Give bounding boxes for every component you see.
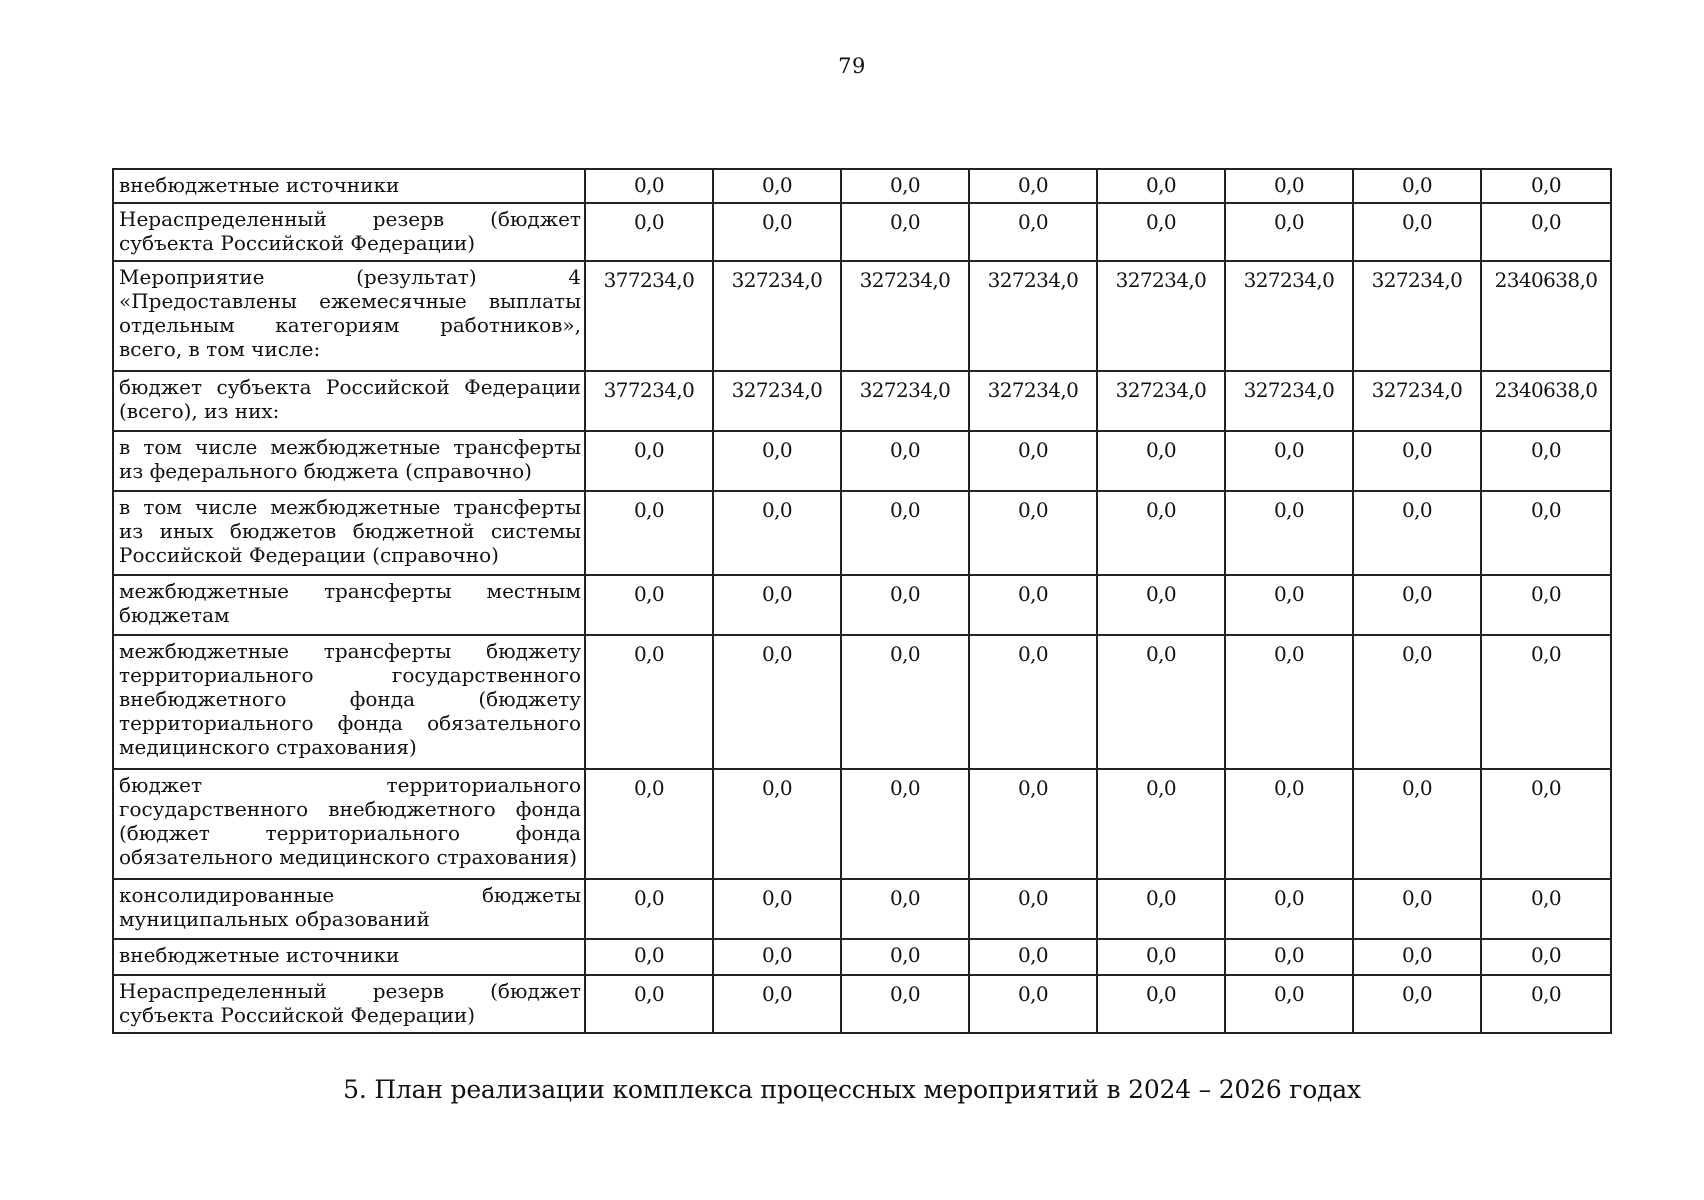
table-row bbox=[113, 975, 1611, 1033]
cell-value: 0,0 bbox=[1097, 635, 1225, 769]
cell-value: 0,0 bbox=[1225, 975, 1353, 1033]
cell-value: 0,0 bbox=[1353, 203, 1481, 261]
cell-value: 0,0 bbox=[1353, 575, 1481, 635]
cell-total: 0,0 bbox=[1481, 169, 1611, 203]
cell-value: 327234,0 bbox=[1097, 371, 1225, 431]
budget-table bbox=[112, 168, 1612, 1034]
cell-value: 0,0 bbox=[841, 203, 969, 261]
cell-value: 0,0 bbox=[1225, 203, 1353, 261]
cell-value: 377234,0 bbox=[585, 261, 713, 371]
cell-value: 0,0 bbox=[1097, 431, 1225, 491]
cell-value: 0,0 bbox=[841, 939, 969, 975]
cell-value: 0,0 bbox=[1353, 491, 1481, 575]
cell-total: 0,0 bbox=[1481, 635, 1611, 769]
cell-value: 0,0 bbox=[969, 203, 1097, 261]
row-label: Нераспределенный резерв (бюджет субъекта Российской Федерации) bbox=[113, 975, 585, 1033]
cell-value: 0,0 bbox=[1225, 879, 1353, 939]
cell-value: 0,0 bbox=[841, 635, 969, 769]
cell-total: 2340638,0 bbox=[1481, 261, 1611, 371]
cell-value: 0,0 bbox=[585, 169, 713, 203]
cell-value: 0,0 bbox=[1097, 203, 1225, 261]
cell-value: 0,0 bbox=[713, 939, 841, 975]
cell-value: 0,0 bbox=[1353, 939, 1481, 975]
cell-value: 0,0 bbox=[713, 635, 841, 769]
cell-total: 0,0 bbox=[1481, 879, 1611, 939]
table-row bbox=[113, 575, 1611, 635]
cell-value: 0,0 bbox=[585, 975, 713, 1033]
cell-value: 327234,0 bbox=[1353, 261, 1481, 371]
cell-value: 327234,0 bbox=[1225, 371, 1353, 431]
cell-value: 0,0 bbox=[969, 939, 1097, 975]
cell-value: 0,0 bbox=[585, 203, 713, 261]
table-row bbox=[113, 491, 1611, 575]
row-label: Нераспределенный резерв (бюджет субъекта Российской Федерации) bbox=[113, 203, 585, 261]
cell-value: 0,0 bbox=[1353, 769, 1481, 879]
cell-value: 0,0 bbox=[1225, 169, 1353, 203]
cell-value: 0,0 bbox=[713, 203, 841, 261]
row-label: Мероприятие (результат) 4 «Предоставлены ежемесячные выплаты отдельным категориям работников», всего, в том числе: bbox=[113, 261, 585, 371]
cell-value: 0,0 bbox=[713, 975, 841, 1033]
cell-value: 0,0 bbox=[713, 491, 841, 575]
cell-total: 0,0 bbox=[1481, 491, 1611, 575]
cell-value: 0,0 bbox=[1225, 575, 1353, 635]
cell-value: 0,0 bbox=[969, 879, 1097, 939]
cell-value: 0,0 bbox=[585, 431, 713, 491]
cell-value: 327234,0 bbox=[969, 371, 1097, 431]
cell-value: 327234,0 bbox=[1225, 261, 1353, 371]
row-label: межбюджетные трансферты бюджету территориального государственного внебюджетного фонда (бюджету территориального фонда обязательного медицинского страхования) bbox=[113, 635, 585, 769]
cell-value: 327234,0 bbox=[841, 371, 969, 431]
cell-value: 0,0 bbox=[713, 769, 841, 879]
row-label: бюджет субъекта Российской Федерации (всего), из них: bbox=[113, 371, 585, 431]
cell-value: 0,0 bbox=[969, 635, 1097, 769]
cell-value: 0,0 bbox=[1353, 169, 1481, 203]
cell-value: 0,0 bbox=[1097, 575, 1225, 635]
cell-value: 0,0 bbox=[585, 575, 713, 635]
row-label: в том числе межбюджетные трансферты из иных бюджетов бюджетной системы Российской Федерации (справочно) bbox=[113, 491, 585, 575]
cell-value: 0,0 bbox=[713, 575, 841, 635]
cell-value: 0,0 bbox=[1353, 975, 1481, 1033]
cell-value: 0,0 bbox=[841, 575, 969, 635]
cell-value: 0,0 bbox=[1353, 635, 1481, 769]
cell-value: 0,0 bbox=[969, 431, 1097, 491]
cell-value: 0,0 bbox=[1225, 769, 1353, 879]
cell-value: 0,0 bbox=[969, 169, 1097, 203]
cell-value: 0,0 bbox=[1097, 169, 1225, 203]
cell-value: 0,0 bbox=[969, 575, 1097, 635]
cell-value: 0,0 bbox=[841, 491, 969, 575]
table-row bbox=[113, 939, 1611, 975]
cell-value: 0,0 bbox=[841, 975, 969, 1033]
cell-value: 0,0 bbox=[713, 169, 841, 203]
cell-value: 0,0 bbox=[1097, 975, 1225, 1033]
cell-value: 0,0 bbox=[1353, 431, 1481, 491]
cell-value: 0,0 bbox=[585, 769, 713, 879]
cell-value: 0,0 bbox=[1225, 491, 1353, 575]
row-label: внебюджетные источники bbox=[113, 169, 585, 203]
cell-value: 0,0 bbox=[585, 491, 713, 575]
row-label: консолидированные бюджеты муниципальных образований bbox=[113, 879, 585, 939]
cell-value: 0,0 bbox=[713, 431, 841, 491]
cell-total: 0,0 bbox=[1481, 203, 1611, 261]
cell-value: 0,0 bbox=[1097, 491, 1225, 575]
row-label: внебюджетные источники bbox=[113, 939, 585, 975]
cell-total: 0,0 bbox=[1481, 431, 1611, 491]
cell-value: 327234,0 bbox=[969, 261, 1097, 371]
cell-value: 0,0 bbox=[969, 769, 1097, 879]
cell-value: 327234,0 bbox=[713, 371, 841, 431]
cell-total: 0,0 bbox=[1481, 939, 1611, 975]
cell-value: 0,0 bbox=[969, 491, 1097, 575]
cell-total: 0,0 bbox=[1481, 975, 1611, 1033]
table-row bbox=[113, 431, 1611, 491]
cell-value: 0,0 bbox=[1097, 769, 1225, 879]
cell-value: 0,0 bbox=[969, 975, 1097, 1033]
page-number: 79 bbox=[838, 54, 866, 78]
cell-value: 0,0 bbox=[1225, 939, 1353, 975]
section-title: 5. План реализации комплекса процессных мероприятий в 2024 – 2026 годах bbox=[343, 1075, 1361, 1104]
cell-value: 327234,0 bbox=[1097, 261, 1225, 371]
cell-value: 0,0 bbox=[1353, 879, 1481, 939]
cell-value: 327234,0 bbox=[841, 261, 969, 371]
table-row bbox=[113, 203, 1611, 261]
cell-value: 327234,0 bbox=[713, 261, 841, 371]
table-row bbox=[113, 879, 1611, 939]
table-row bbox=[113, 371, 1611, 431]
cell-value: 0,0 bbox=[1097, 939, 1225, 975]
cell-value: 0,0 bbox=[1225, 431, 1353, 491]
table-row bbox=[113, 261, 1611, 371]
table-body bbox=[113, 169, 1611, 1033]
cell-value: 327234,0 bbox=[1353, 371, 1481, 431]
cell-value: 0,0 bbox=[841, 769, 969, 879]
cell-value: 0,0 bbox=[841, 431, 969, 491]
cell-total: 0,0 bbox=[1481, 575, 1611, 635]
row-label: бюджет территориального государственного внебюджетного фонда (бюджет территориального фонда обязательного медицинского страхования) bbox=[113, 769, 585, 879]
cell-total: 0,0 bbox=[1481, 769, 1611, 879]
cell-value: 377234,0 bbox=[585, 371, 713, 431]
row-label: в том числе межбюджетные трансферты из федерального бюджета (справочно) bbox=[113, 431, 585, 491]
cell-value: 0,0 bbox=[585, 939, 713, 975]
table-row bbox=[113, 769, 1611, 879]
table-row bbox=[113, 169, 1611, 203]
cell-value: 0,0 bbox=[1097, 879, 1225, 939]
cell-value: 0,0 bbox=[841, 879, 969, 939]
cell-value: 0,0 bbox=[841, 169, 969, 203]
cell-value: 0,0 bbox=[713, 879, 841, 939]
cell-value: 0,0 bbox=[585, 635, 713, 769]
cell-total: 2340638,0 bbox=[1481, 371, 1611, 431]
table-row bbox=[113, 635, 1611, 769]
row-label: межбюджетные трансферты местным бюджетам bbox=[113, 575, 585, 635]
cell-value: 0,0 bbox=[585, 879, 713, 939]
cell-value: 0,0 bbox=[1225, 635, 1353, 769]
